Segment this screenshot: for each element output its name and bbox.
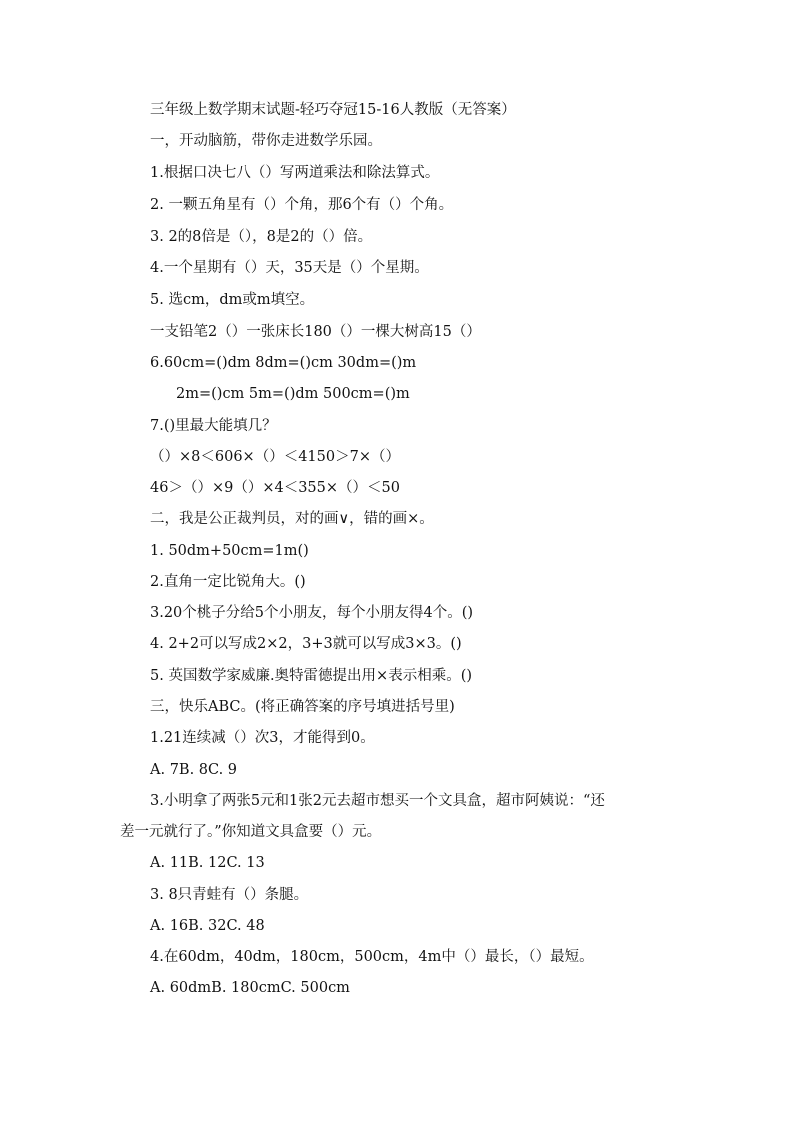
question-line: （）×8＜606×（）＜4150＞7×（）	[150, 449, 400, 465]
question-line: 2m=()cm 5m=()dm 500cm=()m	[176, 386, 410, 402]
question-line: 6.60cm=()dm 8dm=()cm 30dm=()m	[150, 355, 417, 371]
question-line: 2.直角一定比锐角大。()	[150, 574, 306, 590]
section-1-heading: 一，开动脑筋，带你走进数学乐园。	[150, 133, 382, 149]
question-line: 7.()里最大能填几？	[150, 418, 277, 434]
question-line: 46＞（）×9（）×4＜355×（）＜50	[150, 480, 400, 496]
section-3-heading: 三，快乐ABC。(将正确答案的序号填进括号里)	[150, 699, 455, 715]
section-2-heading: 二，我是公正裁判员，对的画∨，错的画×。	[150, 511, 434, 527]
answer-options: A. 7B. 8C. 9	[150, 762, 238, 778]
question-line: 一支铅笔2（）一张床长180（）一棵大树高15（）	[150, 324, 481, 340]
answer-options: A. 11B. 12C. 13	[150, 855, 265, 871]
answer-options: A. 16B. 32C. 48	[150, 918, 265, 934]
question-line: 4.在60dm，40dm，180cm，500cm，4m中（）最长，（）最短。	[150, 949, 594, 965]
question-line: 1.21连续减（）次3，才能得到0。	[150, 730, 375, 746]
question-line: 1.根据口决七八（）写两道乘法和除法算式。	[150, 165, 440, 181]
question-line: 3.小明拿了两张5元和1张2元去超市想买一个文具盒，超市阿姨说：“还	[150, 793, 605, 809]
question-line: 1. 50dm+50cm=1m()	[150, 543, 309, 559]
question-line: 3. 8只青蛙有（）条腿。	[150, 887, 309, 903]
question-line: 4.一个星期有（）天，35天是（）个星期。	[150, 260, 429, 276]
question-line: 3.20个桃子分给5个小朋友，每个小朋友得4个。()	[150, 605, 474, 621]
answer-options: A. 60dmB. 180cmC. 500cm	[150, 980, 350, 996]
document-title: 三年级上数学期末试题-轻巧夺冠15-16人教版（无答案）	[150, 102, 516, 118]
question-line: 5. 英国数学家威廉.奥特雷德提出用×表示相乘。()	[150, 668, 473, 684]
question-line-continued: 差一元就行了。”你知道文具盒要（）元。	[120, 824, 382, 840]
question-line: 3. 2的8倍是（），8是2的（）倍。	[150, 229, 373, 245]
question-line: 2. 一颗五角星有（）个角，那6个有（）个角。	[150, 197, 454, 213]
question-line: 4. 2+2可以写成2×2，3+3就可以写成3×3。()	[150, 636, 462, 652]
question-line: 5. 选cm，dm或m填空。	[150, 292, 315, 308]
